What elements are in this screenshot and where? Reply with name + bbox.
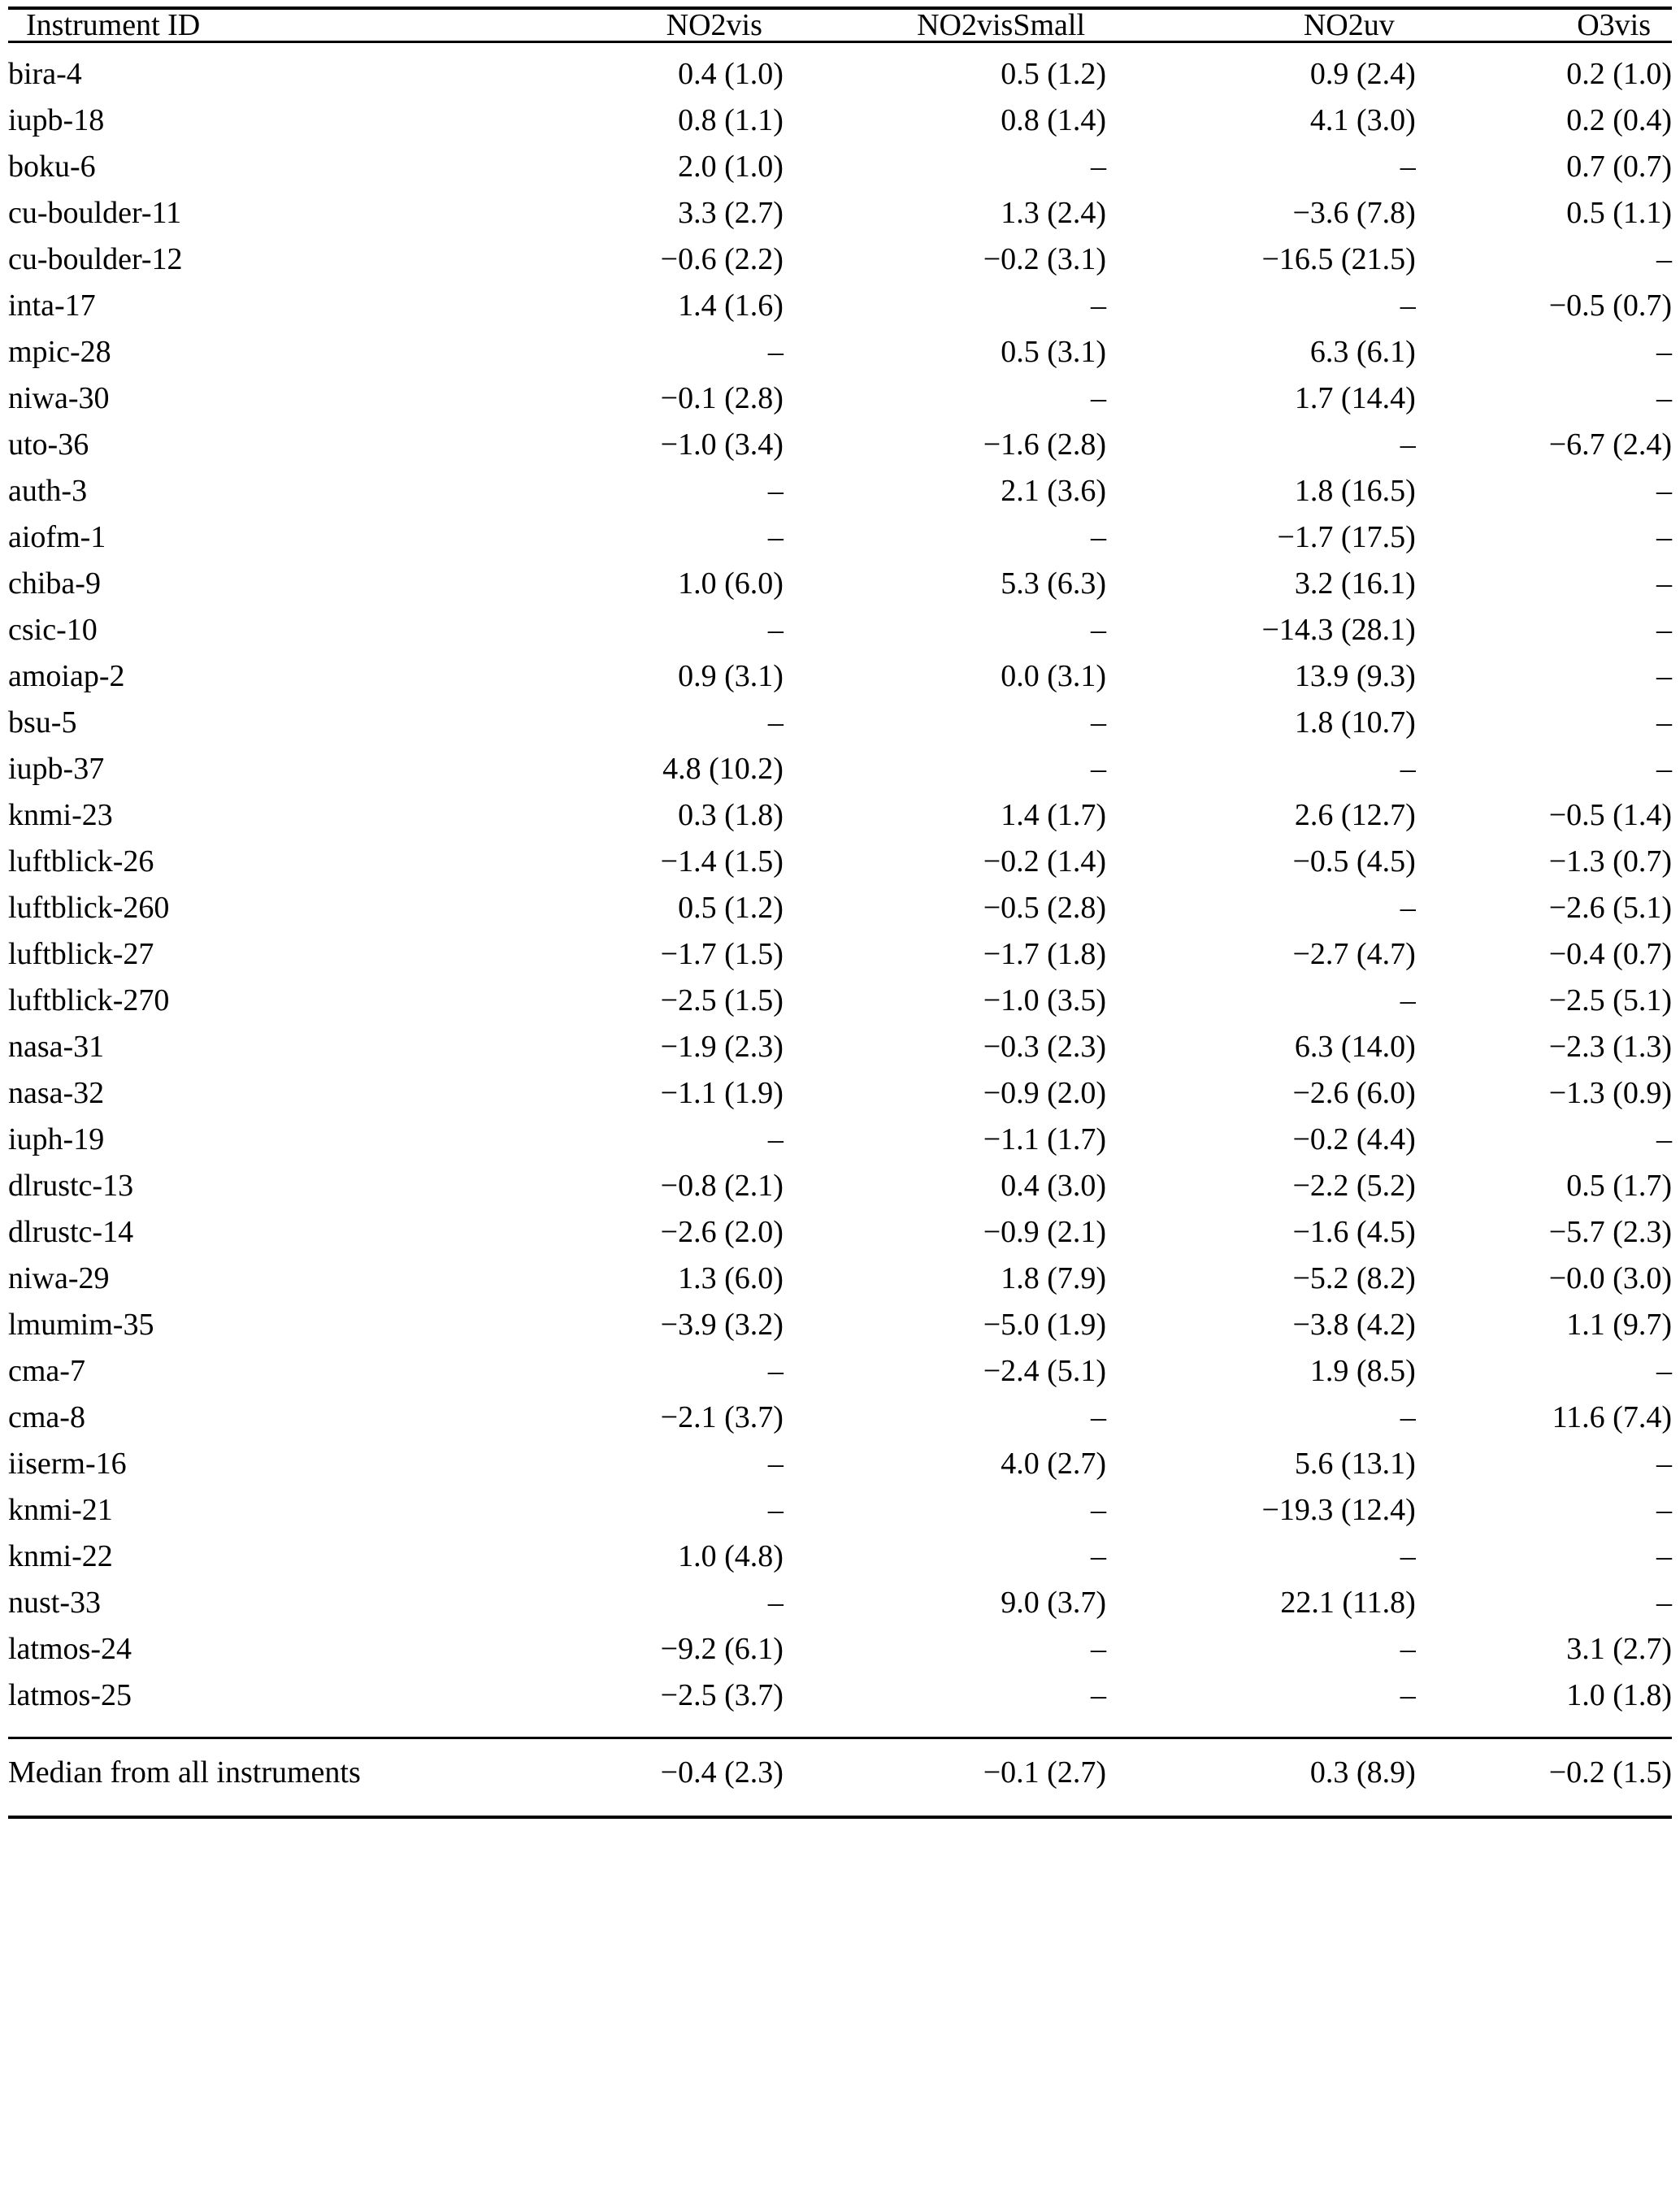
cell-value: –: [1656, 1493, 1672, 1527]
column-header-no2uv: NO2uv: [1303, 8, 1395, 42]
cell-value: –: [767, 705, 784, 740]
cell-value: –: [1091, 1400, 1106, 1434]
cell-value: −0.5 (2.8): [983, 891, 1106, 925]
cell-value: 0.5 (3.1): [1001, 335, 1106, 369]
cell-value: −2.3 (1.3): [1548, 1030, 1672, 1064]
cell-value: –: [1091, 752, 1106, 786]
cell-value: 1.4 (1.7): [1001, 798, 1106, 832]
cell-value: 0.2 (1.0): [1566, 57, 1672, 91]
column-header-no2vis: NO2vis: [666, 8, 762, 42]
cell-instrument-id: mpic-28: [8, 335, 111, 369]
cell-value: –: [1091, 150, 1106, 184]
cell-value: −0.5 (1.4): [1548, 798, 1672, 832]
cell-value: −2.6 (5.1): [1548, 891, 1672, 925]
cell-summary-label: Median from all instruments: [8, 1755, 361, 1790]
cell-value: –: [767, 1447, 784, 1481]
column-header-instrument-id: Instrument ID: [26, 8, 201, 42]
cell-value: −16.5 (21.5): [1261, 242, 1416, 276]
cell-value: 1.8 (7.9): [1001, 1261, 1106, 1295]
table-row: [8, 1075, 1672, 1122]
cell-value: −0.2 (4.4): [1292, 1122, 1416, 1156]
cell-value: –: [1656, 1122, 1672, 1156]
table-header: [8, 8, 1672, 42]
cell-value: 0.4 (3.0): [1001, 1169, 1106, 1203]
cell-value: –: [1656, 659, 1672, 693]
cell-instrument-id: dlrustc-13: [8, 1169, 134, 1203]
cell-value: 11.6 (7.4): [1552, 1400, 1672, 1434]
cell-value: 0.3 (1.8): [678, 798, 784, 832]
cell-value: 0.9 (3.1): [678, 659, 784, 693]
cell-value: −0.4 (0.7): [1548, 937, 1672, 971]
cell-value: −1.1 (1.7): [983, 1122, 1106, 1156]
cell-value: −1.1 (1.9): [660, 1076, 784, 1110]
cell-value: –: [1656, 381, 1672, 415]
cell-value: –: [1400, 1539, 1416, 1573]
table-row: [8, 566, 1672, 612]
cell-value: 1.0 (6.0): [678, 566, 784, 601]
cell-value: −2.2 (5.2): [1292, 1169, 1416, 1203]
table-bottom-rule: [8, 1817, 1672, 1864]
cell-value: –: [1091, 1632, 1106, 1666]
cell-instrument-id: chiba-9: [8, 566, 101, 601]
table-row: [8, 1631, 1672, 1677]
cell-value: 9.0 (3.7): [1001, 1586, 1106, 1620]
cell-instrument-id: latmos-24: [8, 1632, 132, 1666]
cell-value: 3.3 (2.7): [678, 196, 784, 230]
cell-instrument-id: csic-10: [8, 613, 98, 647]
cell-value: –: [1091, 1539, 1106, 1573]
cell-value: –: [1656, 1447, 1672, 1481]
table-row: [8, 1353, 1672, 1399]
cell-summary-value: −0.4 (2.3): [660, 1755, 784, 1790]
cell-instrument-id: iiserm-16: [8, 1447, 127, 1481]
cell-value: –: [1656, 752, 1672, 786]
cell-value: 0.5 (1.2): [678, 891, 784, 925]
cell-value: 5.6 (13.1): [1294, 1447, 1416, 1481]
cell-value: –: [1400, 983, 1416, 1017]
cell-value: 1.1 (9.7): [1566, 1308, 1672, 1342]
cell-value: –: [1656, 705, 1672, 740]
cell-value: −3.8 (4.2): [1292, 1308, 1416, 1342]
cell-value: –: [1091, 705, 1106, 740]
cell-value: –: [1656, 613, 1672, 647]
cell-instrument-id: niwa-29: [8, 1261, 110, 1295]
cell-instrument-id: knmi-23: [8, 798, 113, 832]
cell-instrument-id: iupb-18: [8, 103, 105, 137]
cell-value: −0.5 (0.7): [1548, 289, 1672, 323]
cell-value: −0.9 (2.1): [983, 1215, 1106, 1249]
table-row: [8, 890, 1672, 936]
table-row: [8, 1122, 1672, 1168]
cell-instrument-id: boku-6: [8, 150, 96, 184]
cell-value: –: [1091, 1678, 1106, 1712]
cell-instrument-id: cu-boulder-11: [8, 196, 182, 230]
cell-value: 0.8 (1.1): [678, 103, 784, 137]
cell-value: –: [1656, 1539, 1672, 1573]
cell-value: −0.8 (2.1): [660, 1169, 784, 1203]
cell-instrument-id: nust-33: [8, 1586, 101, 1620]
table-row: [8, 1446, 1672, 1492]
table-row: [8, 473, 1672, 519]
cell-value: 4.0 (2.7): [1001, 1447, 1106, 1481]
cell-value: −5.2 (8.2): [1292, 1261, 1416, 1295]
cell-instrument-id: uto-36: [8, 427, 89, 462]
cell-instrument-id: luftblick-27: [8, 937, 154, 971]
table-header-row: [8, 8, 1672, 42]
cell-value: –: [1400, 289, 1416, 323]
cell-instrument-id: iupb-37: [8, 752, 105, 786]
cell-value: −0.2 (1.4): [983, 844, 1106, 879]
cell-value: 0.7 (0.7): [1566, 150, 1672, 184]
cell-value: –: [1656, 1354, 1672, 1388]
cell-value: –: [767, 1586, 784, 1620]
cell-value: −1.3 (0.9): [1548, 1076, 1672, 1110]
cell-instrument-id: cma-7: [8, 1354, 85, 1388]
cell-value: −2.5 (1.5): [660, 983, 784, 1017]
rule-cell: [8, 1817, 477, 1864]
cell-summary-value: −0.2 (1.5): [1548, 1755, 1672, 1790]
cell-value: −1.0 (3.5): [983, 983, 1106, 1017]
table-row: [8, 334, 1672, 380]
cell-instrument-id: dlrustc-14: [8, 1215, 134, 1249]
cell-value: 1.8 (16.5): [1294, 474, 1416, 508]
cell-value: –: [767, 1493, 784, 1527]
table-row: [8, 612, 1672, 658]
table-row: [8, 102, 1672, 149]
cell-value: 4.8 (10.2): [662, 752, 784, 786]
cell-value: −0.0 (3.0): [1548, 1261, 1672, 1295]
cell-value: −1.7 (17.5): [1277, 520, 1416, 554]
cell-instrument-id: cu-boulder-12: [8, 242, 183, 276]
cell-instrument-id: auth-3: [8, 474, 88, 508]
table-row: [8, 1399, 1672, 1446]
table-row: [8, 42, 1672, 103]
cell-value: −0.6 (2.2): [660, 242, 784, 276]
table-row: [8, 936, 1672, 983]
cell-instrument-id: niwa-30: [8, 381, 110, 415]
cell-value: –: [1656, 242, 1672, 276]
table-row: [8, 983, 1672, 1029]
rule-cell: [477, 1817, 784, 1864]
cell-value: –: [767, 1122, 784, 1156]
cell-value: −1.0 (3.4): [660, 427, 784, 462]
cell-instrument-id: bira-4: [8, 57, 82, 91]
cell-value: −14.3 (28.1): [1261, 613, 1416, 647]
table-row: [8, 149, 1672, 195]
table-row: [8, 288, 1672, 334]
cell-value: −1.4 (1.5): [660, 844, 784, 879]
cell-value: 0.9 (2.4): [1309, 57, 1416, 91]
cell-value: 1.7 (14.4): [1294, 381, 1416, 415]
cell-instrument-id: inta-17: [8, 289, 96, 323]
cell-value: −2.4 (5.1): [983, 1354, 1106, 1388]
table-row: [8, 797, 1672, 844]
table-row: [8, 1538, 1672, 1585]
cell-value: 4.1 (3.0): [1309, 103, 1416, 137]
table-row: [8, 195, 1672, 241]
table-row: [8, 1168, 1672, 1214]
cell-value: –: [1091, 1493, 1106, 1527]
cell-value: –: [1091, 613, 1106, 647]
cell-instrument-id: luftblick-260: [8, 891, 170, 925]
cell-value: 1.9 (8.5): [1309, 1354, 1416, 1388]
cell-value: 0.0 (3.1): [1001, 659, 1106, 693]
cell-value: −0.1 (2.8): [660, 381, 784, 415]
cell-value: 1.3 (6.0): [678, 1261, 784, 1295]
cell-value: 5.3 (6.3): [1001, 566, 1106, 601]
cell-value: 3.1 (2.7): [1566, 1632, 1672, 1666]
table-row: [8, 1492, 1672, 1538]
cell-value: –: [1400, 150, 1416, 184]
cell-instrument-id: lmumim-35: [8, 1308, 154, 1342]
cell-instrument-id: latmos-25: [8, 1678, 132, 1712]
cell-value: –: [767, 520, 784, 554]
cell-value: 2.1 (3.6): [1001, 474, 1106, 508]
cell-value: 0.5 (1.1): [1566, 196, 1672, 230]
cell-value: −2.5 (3.7): [660, 1678, 784, 1712]
table-row: [8, 1260, 1672, 1307]
cell-instrument-id: knmi-22: [8, 1539, 113, 1573]
cell-value: 22.1 (11.8): [1280, 1586, 1416, 1620]
cell-value: −1.9 (2.3): [660, 1030, 784, 1064]
cell-instrument-id: knmi-21: [8, 1493, 113, 1527]
cell-value: −1.6 (2.8): [983, 427, 1106, 462]
cell-value: −1.7 (1.5): [660, 937, 784, 971]
cell-value: 13.9 (9.3): [1294, 659, 1416, 693]
cell-value: –: [1091, 381, 1106, 415]
cell-summary-value: −0.1 (2.7): [983, 1755, 1106, 1790]
instrument-statistics-table: [8, 7, 1672, 1864]
cell-value: 0.8 (1.4): [1001, 103, 1106, 137]
cell-value: 1.3 (2.4): [1001, 196, 1106, 230]
cell-value: −0.5 (4.5): [1292, 844, 1416, 879]
cell-value: –: [1400, 1400, 1416, 1434]
cell-instrument-id: amoiap-2: [8, 659, 125, 693]
cell-value: −9.2 (6.1): [660, 1632, 784, 1666]
cell-value: –: [1656, 520, 1672, 554]
cell-value: −2.5 (5.1): [1548, 983, 1672, 1017]
cell-value: −2.6 (6.0): [1292, 1076, 1416, 1110]
column-header-o3vis: O3vis: [1577, 8, 1651, 42]
summary-row: [8, 1738, 1672, 1818]
cell-value: 2.0 (1.0): [678, 150, 784, 184]
cell-value: −5.7 (2.3): [1548, 1215, 1672, 1249]
cell-value: –: [1091, 520, 1106, 554]
cell-value: –: [1656, 474, 1672, 508]
table-row: [8, 844, 1672, 890]
cell-instrument-id: bsu-5: [8, 705, 77, 740]
cell-summary-value: 0.3 (8.9): [1309, 1755, 1416, 1790]
rule-cell: [784, 1817, 1106, 1864]
cell-value: 2.6 (12.7): [1294, 798, 1416, 832]
cell-value: −5.0 (1.9): [983, 1308, 1106, 1342]
rule-cell: [1106, 1817, 1416, 1864]
cell-value: −19.3 (12.4): [1261, 1493, 1416, 1527]
cell-value: –: [1091, 289, 1106, 323]
cell-value: –: [1400, 1632, 1416, 1666]
table-row: [8, 380, 1672, 427]
cell-value: 1.0 (4.8): [678, 1539, 784, 1573]
table-row: [8, 705, 1672, 751]
cell-value: 0.5 (1.2): [1001, 57, 1106, 91]
cell-value: –: [1400, 752, 1416, 786]
cell-value: 1.8 (10.7): [1294, 705, 1416, 740]
cell-value: 0.5 (1.7): [1566, 1169, 1672, 1203]
cell-value: −1.7 (1.8): [983, 937, 1106, 971]
cell-value: −0.9 (2.0): [983, 1076, 1106, 1110]
table-row: [8, 1214, 1672, 1260]
cell-value: 1.0 (1.8): [1566, 1678, 1672, 1712]
cell-instrument-id: aiofm-1: [8, 520, 106, 554]
cell-value: –: [1656, 566, 1672, 601]
cell-value: −6.7 (2.4): [1548, 427, 1672, 462]
cell-value: –: [767, 474, 784, 508]
cell-value: −0.2 (3.1): [983, 242, 1106, 276]
cell-instrument-id: luftblick-26: [8, 844, 154, 879]
cell-value: −2.1 (3.7): [660, 1400, 784, 1434]
cell-value: −1.6 (4.5): [1292, 1215, 1416, 1249]
table-summary: [8, 1738, 1672, 1865]
cell-value: –: [767, 1354, 784, 1388]
table-row: [8, 427, 1672, 473]
cell-value: −2.6 (2.0): [660, 1215, 784, 1249]
rule-cell: [1416, 1817, 1672, 1864]
cell-value: 6.3 (6.1): [1309, 335, 1416, 369]
table-row: [8, 1029, 1672, 1075]
cell-instrument-id: nasa-32: [8, 1076, 105, 1110]
cell-value: –: [767, 335, 784, 369]
cell-value: –: [1400, 427, 1416, 462]
table-row: [8, 1677, 1672, 1738]
cell-value: 0.2 (0.4): [1566, 103, 1672, 137]
table-row: [8, 241, 1672, 288]
cell-value: −3.6 (7.8): [1292, 196, 1416, 230]
table-row: [8, 1307, 1672, 1353]
table-row: [8, 658, 1672, 705]
cell-value: 1.4 (1.6): [678, 289, 784, 323]
table-row: [8, 751, 1672, 797]
cell-value: −1.3 (0.7): [1548, 844, 1672, 879]
table-row: [8, 1585, 1672, 1631]
cell-value: 0.4 (1.0): [678, 57, 784, 91]
cell-value: 3.2 (16.1): [1294, 566, 1416, 601]
cell-value: −3.9 (3.2): [660, 1308, 784, 1342]
cell-value: –: [1656, 1586, 1672, 1620]
column-header-no2vissmall: NO2visSmall: [917, 8, 1085, 42]
cell-instrument-id: cma-8: [8, 1400, 85, 1434]
cell-value: –: [767, 613, 784, 647]
cell-instrument-id: luftblick-270: [8, 983, 170, 1017]
table-row: [8, 519, 1672, 566]
cell-instrument-id: iuph-19: [8, 1122, 105, 1156]
cell-value: –: [1400, 1678, 1416, 1712]
cell-instrument-id: nasa-31: [8, 1030, 105, 1064]
cell-value: −0.3 (2.3): [983, 1030, 1106, 1064]
cell-value: −2.7 (4.7): [1292, 937, 1416, 971]
table-body: [8, 42, 1672, 1738]
cell-value: –: [1656, 335, 1672, 369]
cell-value: –: [1400, 891, 1416, 925]
cell-value: 6.3 (14.0): [1294, 1030, 1416, 1064]
